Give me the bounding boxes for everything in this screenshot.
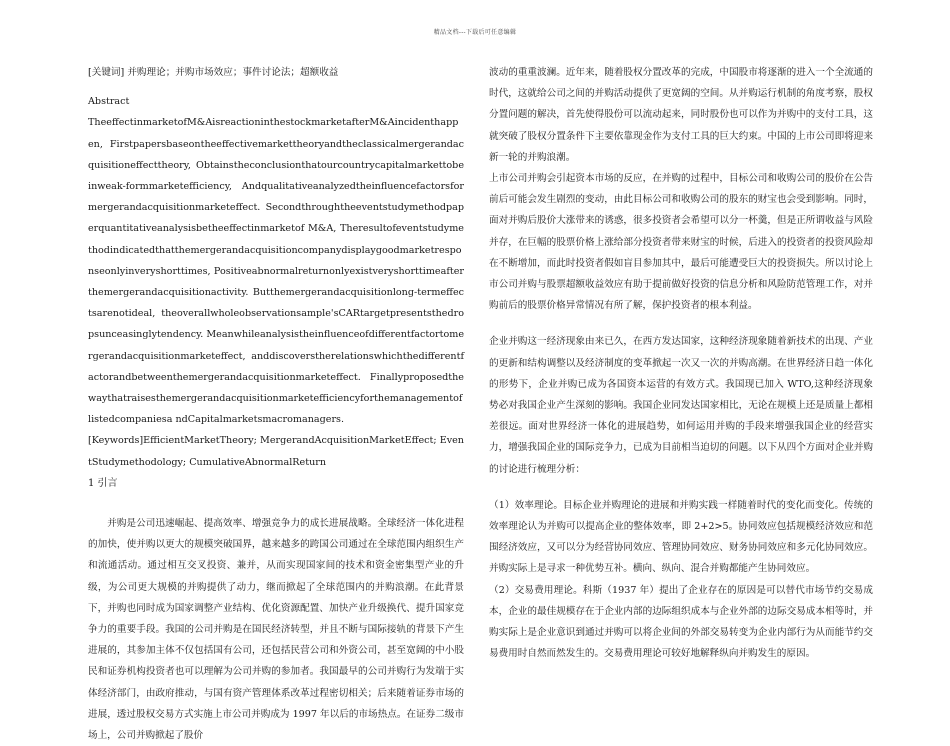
left-column	[88, 62, 464, 746]
paragraph-2: 上市公司并购会引起资本市场的反应，在并购的过程中，目标公司和收购公司的股价在公告前后可能会发生剧烈的变动，由此目标公司和收购公司的股东的财宝也会受到影响。同时，面对并购后股价大涨带来的诱惑，很多投资者会希望可以分一杯羹，但是正所谓收益与风险并存，在巨幅的股票价格上涨给部分投资者带来财宝的时候，后进入的投资者的投资风险却在不断增加，而此时投资者假如盲目参加其中，最后可能遭受巨大的投资损失。所以讨论上市公司并购与股票超额收益效应有助于提前做好投资的信息分析和风险防范管理工作，对并购前后的股票价格异常情况有所了解，保护投资者的根本利益。	[489, 173, 873, 312]
right-column	[489, 62, 873, 664]
abstract-heading: Abstract	[88, 96, 130, 108]
keywords-cn: [关键词] 并购理论；并购市场效应；事件讨论法；超额收益	[88, 67, 339, 78]
intro-paragraph: 并购是公司迅速崛起、提高效率、增强竞争力的成长进展战略。全球经济一体化进程的加快，使并购以更大的规模突破国界，越来越多的跨国公司通过在全球范围内组织生产和流通活动。通过相互交叉投资、兼并，从而实现国家间的技术和资金密集型产业的升级，为公司更大规模的并购提供了动力，继而掀起了全球范围内的并购浪潮。在此背景下，并购也同时成为国家调整产业结构、优化资源配置、加快产业升级换代、提升国家竞争力的重要手段。我国的公司并购是在国民经济转型，并且不断与国际接轨的背景下产生进展的，其参加主体不仅包括国有公司，还包括民营公司和外资公司，甚至宽阔的中小股民和证券机构投资者也可以理解为公司并购的参加者。我国最早的公司并购行为发端于实体经济部门，由政府推动，与国有资产管理体系改革过程密切相关；后来随着证券市场的进展，透过股权交易方式实施上市公司并购成为 1997 年以后的市场热点。在证券二级市场上，公司并购掀起了股价	[88, 518, 464, 742]
paragraph-1: 波动的重重波澜。近年来，随着股权分置改革的完成，中国股市将逐渐的进入一个全流通的时代，这就给公司之间的并购活动提供了更宽阔的空间。从并购运行机制的角度考察，股权分置问题的解决，首先使得股份可以流动起来，同时股份也可以作为并购中的支付工具，这就突破了股权分置条件下主要依靠现金作为支付工具的巨大约束。中国的上市公司即将迎来新一轮的并购浪潮。	[489, 67, 873, 163]
keywords-en: [Keywords]EfficientMarketTheory; MergerandAcquisitionMarketEffect; EventStudymethodology; CumulativeAbnormalReturn	[88, 435, 464, 468]
abstract-text: TheeffectinmarketofM&AisreactioninthestockmarketafterM&Aincidenthappen, Firstpapersbaseontheeffectivemarkettheoryandtheclassicalmergerandacquisitioneffecttheory, Obtainstheconclusionthatourcountrycapitalmarkettobeinweak-formmarketefficiency, Andqualitativeanalyzedtheinfluencefactorsformergerandacquisitionmarketeffect. Secondthroughtheeventstudymethodpaperquantitativeanalysisbetheeffectinmarketof M&A, Theresultofeventstudymethodindicatedthatthemergerandacquisitioncompanydisplaygoodmarketresponseonlyinveryshorttimes, Positiveabnormalreturnonlyexistveryshorttimeafterthemergerandacquisitionactivity. Butthemergerandacquisitionlong-termeffectsarenotideal, theoverallwholeobservationsample'sCARtargetpresentsthedropsunceasinglytendency. Meanwhileanalysistheinfluenceofdifferentfactortomergerandacquisitionmarketeffect, anddiscoverstherelationswhichthedifferentfactorandbetweenthemergerandacquisitionmarketeffect. Finallyproposedthewaythatraisesthemergerandacquisitionmarketefficiencyforthemanagementoflistedcompaniesa ndCapitalmarketsmacromanagers.	[88, 117, 464, 426]
paragraph-4: （1）效率理论。目标企业并购理论的进展和并购实践一样随着时代的变化而变化。传统的效率理论认为并购可以提高企业的整体效率，即 2+2>5。协同效应包括规模经济效应和范围经济效应，又可以分为经营协同效应、管理协同效应、财务协同效应和多元化协同效应。并购实际上是寻求一种优势互补。横向、纵向、混合并购都能产生协同效应。	[489, 499, 873, 575]
paragraph-5: （2）交易费用理论。科斯（1937 年）提出了企业存在的原因是可以替代市场节约交易成本，企业的最佳规模存在于企业内部的边际组织成本与企业外部的边际交易成本相等时，并购实际上是企业意识到通过并购可以将企业间的外部交易转变为企业内部行为从而能节约交易费用时自然而然发生的。交易费用理论可较好地解释纵向并购发生的原因。	[489, 584, 873, 660]
paragraph-3: 企业并购这一经济现象由来已久，在西方发达国家，这种经济现象随着新技术的出现、产业的更新和结构调整以及经济制度的变革掀起一次又一次的并购高潮。在世界经济日趋一体化的形势下，企业并购已成为各国资本运营的有效方式。我国现已加入 WTO,这种经济现象势必对我国企业产生深刻的影响。我国企业同发达国家相比，无论在规模上还是质量上都相差很远。面对世界经济一体化的进展趋势，如何运用并购的手段来增强我国企业的经营实力，增强我国企业的国际竞争力，已成为目前相当迫切的问题。以下从四个方面对企业并购的讨论进行梳理分析：	[489, 336, 873, 475]
section-title-intro: 1 引言	[88, 477, 118, 489]
page-header: 精品文档---下载后可任意编辑	[433, 29, 517, 36]
